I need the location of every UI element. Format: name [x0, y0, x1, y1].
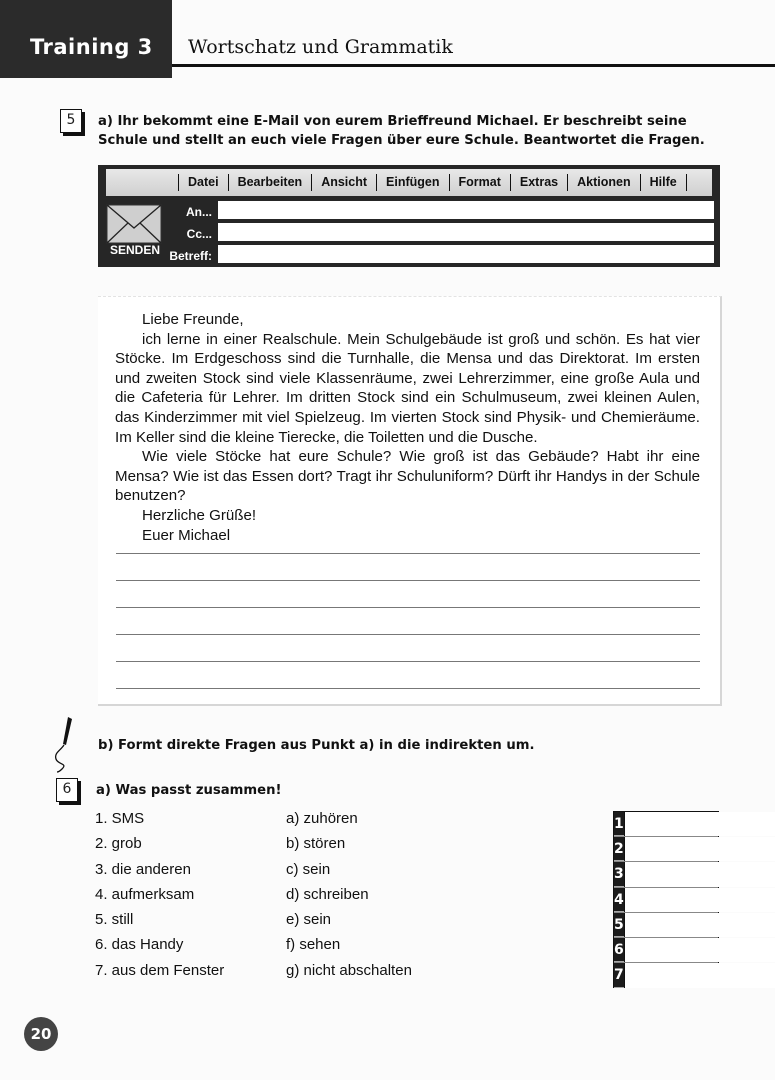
- to-label: An...: [186, 205, 212, 219]
- pen-icon: [50, 715, 78, 773]
- menu-aktionen[interactable]: Aktionen: [567, 174, 639, 191]
- answer-line[interactable]: [116, 688, 700, 689]
- right-item: f) sehen: [286, 936, 341, 954]
- menu-hilfe[interactable]: Hilfe: [640, 174, 687, 191]
- task5-instruction-b: b) Formt direkte Fragen aus Punkt a) in die indirekten um.: [98, 738, 535, 753]
- left-item: 5. still: [95, 911, 134, 929]
- cc-field[interactable]: [218, 223, 714, 241]
- header-rule: [172, 64, 775, 67]
- right-item: e) sein: [286, 911, 332, 929]
- answer-line[interactable]: [116, 661, 700, 662]
- grid-number: 5: [614, 913, 624, 937]
- answer-line[interactable]: [116, 553, 700, 554]
- to-field[interactable]: [218, 201, 714, 219]
- right-item: a) zuhören: [286, 810, 358, 827]
- letter-box: [98, 296, 722, 706]
- subject-field[interactable]: [218, 245, 714, 263]
- letter-greeting: Liebe Freunde,: [142, 311, 244, 328]
- grid-number: 7: [614, 963, 624, 988]
- grid-number: 1: [614, 812, 624, 836]
- answer-grid-row: [614, 913, 718, 938]
- page-number: 20: [24, 1017, 58, 1051]
- answer-line[interactable]: [116, 580, 700, 581]
- send-button[interactable]: SENDEN: [109, 243, 160, 257]
- right-item: d) schreiben: [286, 885, 369, 903]
- grid-answer-field[interactable]: [624, 938, 775, 962]
- right-item: g) nicht abschalten: [286, 961, 412, 979]
- task6-instruction-a: a) Was passt zusammen!: [96, 783, 282, 798]
- email-window: [98, 165, 720, 267]
- grid-answer-field[interactable]: [624, 888, 775, 912]
- training-label: Training 3: [30, 35, 153, 59]
- menu-ansicht[interactable]: Ansicht: [311, 174, 376, 191]
- subject-label: Betreff:: [169, 249, 212, 263]
- task-number-5: 5: [60, 109, 82, 133]
- grid-number: 2: [614, 837, 624, 861]
- letter-paragraph-1: ich lerne in einer Realschule. Mein Schulgebäude ist groß und schön. Es hat vier Stöcke. Im Erdgeschoss sind die Turnhalle, die Mensa und das Direktorat. Im ersten und zweiten Stock sind viele Klassenräume, zwei Lehrerzimmer, eine große Aula und die Cafeteria für Lehrer. Im dritten Stock sind ein Schulmuseum, zwei kleinen Aulen, das Kinderzimmer mit viel Spielzeug. Im vierten Stock sind Physik- und Chemieräume. Im Keller sind die kleine Tierecke, die Toiletten und die Dusche.: [115, 330, 700, 446]
- letter-body: [115, 310, 700, 545]
- answer-grid: [613, 811, 719, 988]
- section-subtitle: Wortschatz und Grammatik: [188, 36, 453, 58]
- answer-grid-row: [614, 963, 718, 988]
- left-item: 3. die anderen: [95, 860, 191, 878]
- left-item: 1. SMS: [95, 810, 145, 827]
- left-item: 7. aus dem Fenster: [95, 961, 225, 979]
- grid-answer-field[interactable]: [624, 837, 775, 861]
- grid-number: 4: [614, 888, 624, 912]
- right-item: c) sein: [286, 860, 331, 878]
- answer-grid-row: [614, 812, 718, 837]
- menu-datei[interactable]: Datei: [178, 174, 228, 191]
- grid-answer-field[interactable]: [624, 913, 775, 937]
- left-item: 2. grob: [95, 835, 142, 853]
- answer-grid-row: [614, 837, 718, 862]
- menu-format[interactable]: Format: [449, 174, 510, 191]
- answer-line[interactable]: [116, 634, 700, 635]
- letter-closing: Herzliche Grüße!: [142, 506, 257, 524]
- grid-number: 6: [614, 938, 624, 962]
- left-item: 4. aufmerksam: [95, 885, 195, 903]
- letter-signature: Euer Michael: [142, 526, 231, 544]
- answer-line[interactable]: [116, 607, 700, 608]
- left-item: 6. das Handy: [95, 936, 184, 954]
- email-menubar: [106, 169, 712, 196]
- task5-instruction-a: a) Ihr bekommt eine E-Mail von eurem Brieffreund Michael. Er beschreibt seine Schule und stellt an euch viele Fragen über eure Schule. Beantwortet die Fragen.: [98, 114, 705, 148]
- right-item: b) stören: [286, 835, 346, 853]
- match-right-column: [286, 806, 412, 983]
- answer-grid-row: [614, 862, 718, 887]
- match-left-column: [95, 806, 224, 983]
- grid-answer-field[interactable]: [624, 812, 775, 836]
- menu-einfuegen[interactable]: Einfügen: [376, 174, 448, 191]
- cc-label: Cc...: [186, 227, 212, 241]
- grid-answer-field[interactable]: [624, 963, 775, 988]
- menu-bearbeiten[interactable]: Bearbeiten: [228, 174, 312, 191]
- menu-extras[interactable]: Extras: [510, 174, 567, 191]
- envelope-icon[interactable]: [106, 204, 162, 244]
- grid-answer-field[interactable]: [624, 862, 775, 886]
- answer-grid-row: [614, 938, 718, 963]
- answer-grid-row: [614, 888, 718, 913]
- grid-number: 3: [614, 862, 624, 886]
- task-number-6: 6: [56, 778, 78, 802]
- header-wave-edge: [0, 70, 172, 82]
- letter-paragraph-2: Wie viele Stöcke hat eure Schule? Wie groß ist das Gebäude? Habt ihr eine Mensa? Wie ist das Essen dort? Tragt ihr Schuluniform? Dürft ihr Handys in der Schule benutzen?: [115, 448, 700, 505]
